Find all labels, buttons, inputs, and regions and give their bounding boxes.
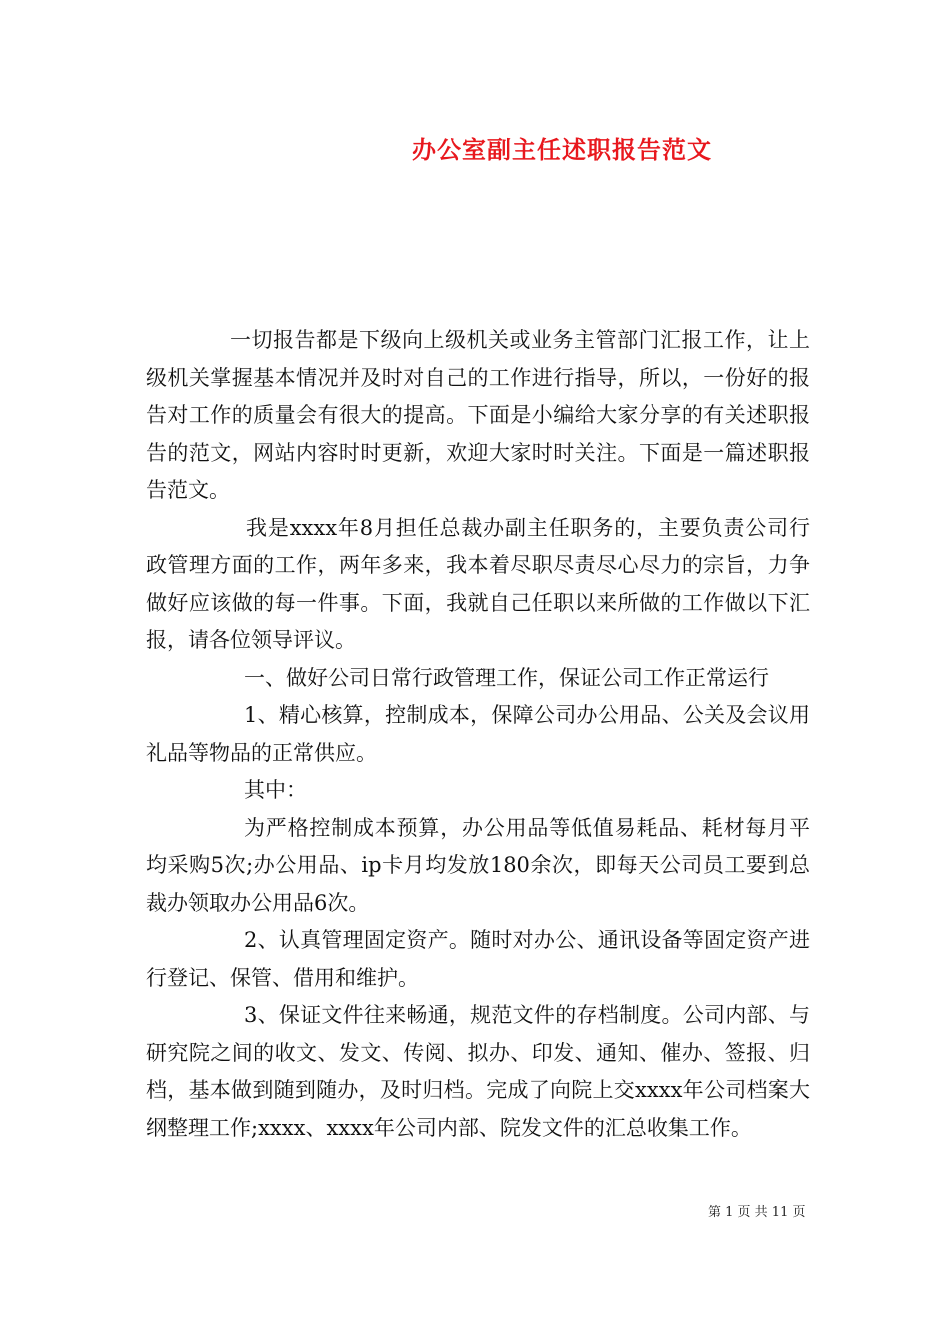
paragraph-among: 其中： xyxy=(244,778,307,802)
page-number-footer: 第 1 页 共 11 页 xyxy=(708,1205,806,1220)
paragraph-item-3: 3、保证文件往来畅通，规范文件的存档制度。公司内部、与研究院之间的收文、发文、传阅、拟办、印发、通知、催办、签报、归档，基本做到随到随办，及时归档。完成了向院上交xxxx年公司档案大纲整理工作;xxxx、xxxx年公司内部、院发文件的汇总收集工作。 xyxy=(146,1003,810,1140)
paragraph-item-1: 1、精心核算，控制成本，保障公司办公用品、公关及会议用礼品等物品的正常供应。 xyxy=(146,703,810,765)
document-body xyxy=(146,322,810,1147)
paragraph-cost-control: 为严格控制成本预算，办公用品等低值易耗品、耗材每月平均采购5次;办公用品、ip卡月均发放180余次，即每天公司员工要到总裁办领取办公用品6次。 xyxy=(146,815,810,915)
document-title: 办公室副主任述职报告范文 xyxy=(412,135,712,164)
paragraph-self-intro: 我是xxxx年8月担任总裁办副主任职务的，主要负责公司行政管理方面的工作，两年多来，我本着尽职尽责尽心尽力的宗旨，力争做好应该做的每一件事。下面，我就自己任职以来所做的工作做以下汇报，请各位领导评议。 xyxy=(146,515,810,652)
paragraph-section-heading: 一、做好公司日常行政管理工作，保证公司工作正常运行 xyxy=(244,665,769,690)
paragraph-item-2: 2、认真管理固定资产。随时对办公、通讯设备等固定资产进行登记、保管、借用和维护。 xyxy=(146,928,810,990)
paragraph-intro: 一切报告都是下级向上级机关或业务主管部门汇报工作，让上级机关掌握基本情况并及时对自己的工作进行指导，所以，一份好的报告对工作的质量会有很大的提高。下面是小编给大家分享的有关述职报告的范文，网站内容时时更新，欢迎大家时时关注。下面是一篇述职报告范文。 xyxy=(146,328,810,502)
